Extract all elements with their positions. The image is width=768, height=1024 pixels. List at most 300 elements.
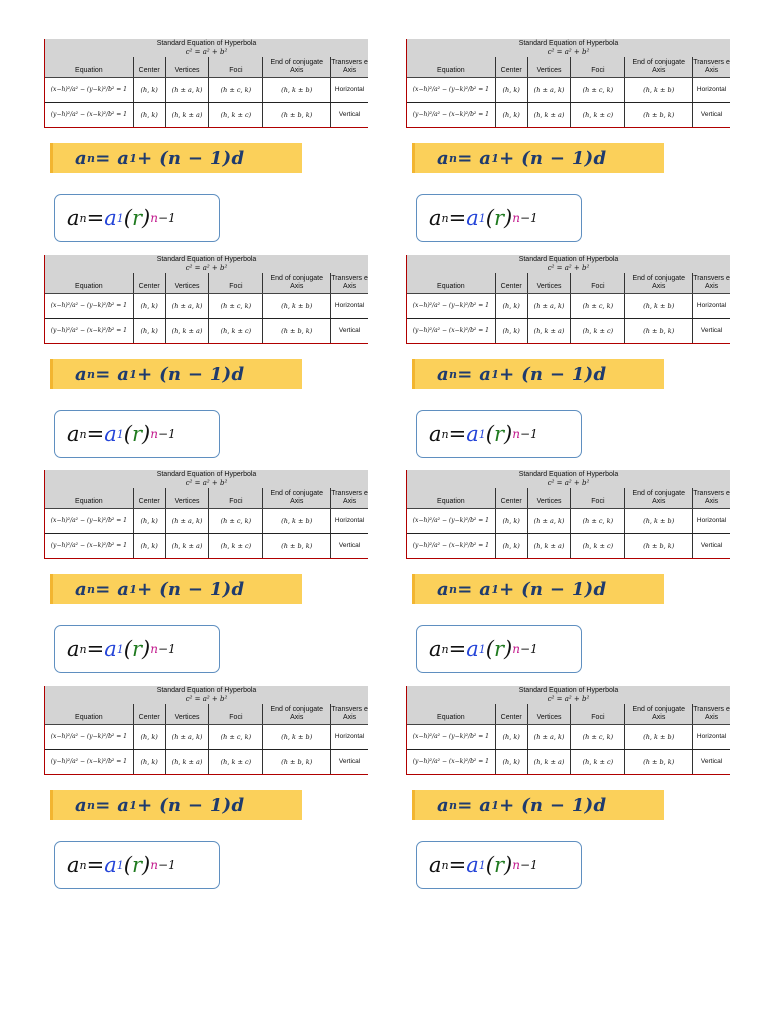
cell-vertices: (h ± a, k) bbox=[165, 78, 209, 102]
geo-exp-n: n bbox=[150, 858, 158, 872]
table-title-text: Standard Equation of Hyperbola bbox=[518, 687, 619, 694]
cell-foci: (h ± c, k) bbox=[570, 78, 624, 102]
cell-foci: (h, k ± c) bbox=[208, 103, 262, 127]
cell-foci: (h ± c, k) bbox=[570, 294, 624, 318]
cell-transverse-axis: Horizontal bbox=[330, 725, 368, 749]
cell-vertices: (h, k ± a) bbox=[165, 750, 209, 774]
geo-a: a bbox=[67, 422, 80, 446]
cell-vertices: (h, k ± a) bbox=[165, 319, 209, 343]
geo-a1-sub: 1 bbox=[116, 427, 124, 441]
cell-conjugate-axis: (h, k ± b) bbox=[262, 509, 330, 533]
cell-equation: (x−h)²/a² − (y−k)²/b² = 1 bbox=[50, 86, 127, 93]
geo-r: r bbox=[131, 422, 143, 446]
header-transverse-axis: Transvers e Axis bbox=[330, 704, 368, 724]
cell-vertices: (h ± a, k) bbox=[165, 725, 209, 749]
geo-r: r bbox=[493, 206, 505, 230]
hyperbola-table bbox=[44, 470, 368, 559]
geo-a: a bbox=[429, 637, 442, 661]
geo-exp-n: n bbox=[512, 427, 520, 441]
geo-a-sub: n bbox=[79, 858, 87, 872]
header-vertices: Vertices bbox=[527, 57, 571, 77]
table-header-row bbox=[407, 488, 730, 508]
table-row bbox=[45, 533, 368, 558]
header-center: Center bbox=[133, 273, 165, 293]
cell-foci: (h ± c, k) bbox=[208, 725, 262, 749]
arith-rhs: + (n − 1)d bbox=[137, 147, 245, 169]
geo-exp-rest: −1 bbox=[157, 211, 176, 225]
table-header-row bbox=[45, 488, 368, 508]
arithmetic-sequence-formula bbox=[412, 574, 664, 604]
geo-a1: a bbox=[466, 206, 479, 230]
cell-transverse-axis: Vertical bbox=[330, 750, 368, 774]
table-row bbox=[45, 77, 368, 102]
geo-rparen: ) bbox=[142, 422, 151, 446]
table-title-text: Standard Equation of Hyperbola bbox=[156, 256, 257, 263]
geo-a1-sub: 1 bbox=[478, 211, 486, 225]
geo-eq: = bbox=[86, 853, 105, 877]
cell-vertices: (h, k ± a) bbox=[165, 534, 209, 558]
geo-a-sub: n bbox=[79, 427, 87, 441]
geo-r: r bbox=[493, 422, 505, 446]
cell-transverse-axis: Vertical bbox=[330, 319, 368, 343]
arith-lhs: a bbox=[437, 794, 449, 816]
cell-center: (h, k) bbox=[495, 103, 527, 127]
header-equation: Equation bbox=[437, 714, 465, 721]
arith-lhs-sub: n bbox=[448, 798, 458, 812]
geo-a-sub: n bbox=[79, 211, 87, 225]
geo-a-sub: n bbox=[441, 427, 449, 441]
arith-mid: = a bbox=[95, 578, 130, 600]
table-header-row bbox=[45, 57, 368, 77]
arith-lhs-sub: n bbox=[86, 151, 96, 165]
hyperbola-table bbox=[44, 686, 368, 775]
header-center: Center bbox=[133, 704, 165, 724]
header-equation: Equation bbox=[75, 714, 103, 721]
table-row bbox=[45, 508, 368, 533]
arith-lhs: a bbox=[75, 794, 87, 816]
geo-exp-rest: −1 bbox=[519, 427, 538, 441]
header-foci: Foci bbox=[570, 57, 624, 77]
cell-equation: (y−h)²/a² − (x−k)²/b² = 1 bbox=[50, 542, 127, 549]
geo-a1: a bbox=[104, 853, 117, 877]
geo-a1: a bbox=[466, 637, 479, 661]
arith-mid-sub: 1 bbox=[491, 151, 500, 165]
cell-equation: (x−h)²/a² − (y−k)²/b² = 1 bbox=[412, 517, 489, 524]
cell-conjugate-axis: (h ± b, k) bbox=[624, 103, 692, 127]
cell-center: (h, k) bbox=[133, 534, 165, 558]
table-title-text: Standard Equation of Hyperbola bbox=[518, 256, 619, 263]
arith-mid: = a bbox=[95, 147, 130, 169]
cell-transverse-axis: Horizontal bbox=[692, 725, 730, 749]
arith-lhs: a bbox=[437, 578, 449, 600]
header-center: Center bbox=[495, 273, 527, 293]
header-equation: Equation bbox=[75, 283, 103, 290]
arith-rhs: + (n − 1)d bbox=[137, 363, 245, 385]
cell-equation: (x−h)²/a² − (y−k)²/b² = 1 bbox=[50, 302, 127, 309]
formula-card bbox=[406, 470, 732, 675]
cell-conjugate-axis: (h ± b, k) bbox=[262, 103, 330, 127]
arith-mid-sub: 1 bbox=[491, 367, 500, 381]
cell-transverse-axis: Vertical bbox=[692, 534, 730, 558]
table-title bbox=[45, 470, 368, 488]
header-transverse-axis: Transvers e Axis bbox=[330, 273, 368, 293]
header-vertices: Vertices bbox=[527, 488, 571, 508]
geo-a-sub: n bbox=[441, 642, 449, 656]
header-foci: Foci bbox=[208, 273, 262, 293]
geo-r: r bbox=[131, 637, 143, 661]
cell-vertices: (h ± a, k) bbox=[165, 294, 209, 318]
header-center: Center bbox=[133, 57, 165, 77]
table-row bbox=[407, 102, 730, 127]
table-subtitle: c² = a² + b² bbox=[185, 48, 228, 56]
cell-center: (h, k) bbox=[495, 509, 527, 533]
geometric-sequence-formula bbox=[416, 625, 582, 673]
geo-exp-n: n bbox=[150, 427, 158, 441]
cell-transverse-axis: Vertical bbox=[330, 103, 368, 127]
arith-lhs: a bbox=[75, 363, 87, 385]
cell-center: (h, k) bbox=[133, 294, 165, 318]
header-vertices: Vertices bbox=[165, 704, 209, 724]
cell-conjugate-axis: (h, k ± b) bbox=[624, 78, 692, 102]
cell-vertices: (h, k ± a) bbox=[527, 319, 571, 343]
table-row bbox=[407, 508, 730, 533]
arithmetic-sequence-formula bbox=[50, 359, 302, 389]
geo-rparen: ) bbox=[142, 637, 151, 661]
geo-r: r bbox=[131, 853, 143, 877]
formula-card bbox=[44, 255, 370, 460]
table-title bbox=[407, 686, 730, 704]
cell-foci: (h, k ± c) bbox=[208, 319, 262, 343]
cell-vertices: (h, k ± a) bbox=[527, 534, 571, 558]
cell-conjugate-axis: (h, k ± b) bbox=[262, 725, 330, 749]
formula-card bbox=[406, 39, 732, 244]
geometric-sequence-formula bbox=[54, 194, 220, 242]
hyperbola-table bbox=[406, 470, 730, 559]
hyperbola-table bbox=[406, 255, 730, 344]
cell-conjugate-axis: (h, k ± b) bbox=[624, 725, 692, 749]
cell-transverse-axis: Vertical bbox=[692, 750, 730, 774]
arith-mid-sub: 1 bbox=[129, 151, 138, 165]
cell-foci: (h, k ± c) bbox=[570, 103, 624, 127]
arith-lhs-sub: n bbox=[448, 367, 458, 381]
cell-transverse-axis: Horizontal bbox=[692, 509, 730, 533]
table-subtitle: c² = a² + b² bbox=[547, 264, 590, 272]
cell-conjugate-axis: (h, k ± b) bbox=[624, 294, 692, 318]
geo-a1-sub: 1 bbox=[116, 642, 124, 656]
table-row bbox=[407, 749, 730, 774]
cell-center: (h, k) bbox=[133, 725, 165, 749]
cell-conjugate-axis: (h ± b, k) bbox=[262, 534, 330, 558]
geometric-sequence-formula bbox=[54, 410, 220, 458]
header-equation: Equation bbox=[75, 67, 103, 74]
header-equation: Equation bbox=[437, 67, 465, 74]
geo-rparen: ) bbox=[142, 853, 151, 877]
geo-a1: a bbox=[104, 422, 117, 446]
table-header-row bbox=[45, 273, 368, 293]
arithmetic-sequence-formula bbox=[50, 790, 302, 820]
table-title bbox=[407, 255, 730, 273]
geo-lparen: ( bbox=[485, 853, 494, 877]
geo-lparen: ( bbox=[485, 637, 494, 661]
table-subtitle: c² = a² + b² bbox=[547, 695, 590, 703]
cell-foci: (h, k ± c) bbox=[208, 534, 262, 558]
cell-conjugate-axis: (h ± b, k) bbox=[624, 534, 692, 558]
arith-rhs: + (n − 1)d bbox=[137, 794, 245, 816]
geo-a1-sub: 1 bbox=[478, 427, 486, 441]
table-header-row bbox=[407, 704, 730, 724]
geo-a-sub: n bbox=[79, 642, 87, 656]
arith-lhs-sub: n bbox=[448, 151, 458, 165]
formula-card bbox=[44, 470, 370, 675]
geo-a1-sub: 1 bbox=[116, 211, 124, 225]
geo-rparen: ) bbox=[142, 206, 151, 230]
arithmetic-sequence-formula bbox=[412, 143, 664, 173]
cell-equation: (y−h)²/a² − (x−k)²/b² = 1 bbox=[412, 111, 489, 118]
table-title bbox=[45, 39, 368, 57]
geo-eq: = bbox=[448, 206, 467, 230]
geo-exp-n: n bbox=[512, 211, 520, 225]
table-subtitle: c² = a² + b² bbox=[547, 48, 590, 56]
table-header-row bbox=[407, 273, 730, 293]
header-foci: Foci bbox=[570, 273, 624, 293]
header-conjugate-axis: End of conjugate Axis bbox=[624, 488, 692, 508]
geo-a-sub: n bbox=[441, 858, 449, 872]
table-title bbox=[45, 686, 368, 704]
table-row bbox=[407, 533, 730, 558]
geo-exp-rest: −1 bbox=[157, 427, 176, 441]
table-title-text: Standard Equation of Hyperbola bbox=[156, 471, 257, 478]
table-row bbox=[45, 318, 368, 343]
geo-rparen: ) bbox=[504, 206, 513, 230]
geo-a: a bbox=[429, 206, 442, 230]
geo-eq: = bbox=[448, 637, 467, 661]
geo-eq: = bbox=[86, 206, 105, 230]
geo-lparen: ( bbox=[123, 422, 132, 446]
geo-rparen: ) bbox=[504, 637, 513, 661]
cell-transverse-axis: Horizontal bbox=[330, 294, 368, 318]
cell-foci: (h, k ± c) bbox=[570, 319, 624, 343]
header-conjugate-axis: End of conjugate Axis bbox=[624, 704, 692, 724]
geo-a: a bbox=[67, 853, 80, 877]
arith-mid-sub: 1 bbox=[491, 798, 500, 812]
arith-lhs: a bbox=[75, 147, 87, 169]
header-conjugate-axis: End of conjugate Axis bbox=[262, 273, 330, 293]
cell-equation: (x−h)²/a² − (y−k)²/b² = 1 bbox=[50, 517, 127, 524]
hyperbola-table bbox=[44, 39, 368, 128]
cell-transverse-axis: Horizontal bbox=[330, 78, 368, 102]
table-title-text: Standard Equation of Hyperbola bbox=[156, 687, 257, 694]
header-conjugate-axis: End of conjugate Axis bbox=[262, 488, 330, 508]
header-transverse-axis: Transvers e Axis bbox=[330, 57, 368, 77]
geo-exp-rest: −1 bbox=[519, 858, 538, 872]
geo-a: a bbox=[67, 637, 80, 661]
arith-mid: = a bbox=[95, 794, 130, 816]
header-vertices: Vertices bbox=[527, 273, 571, 293]
geo-lparen: ( bbox=[485, 206, 494, 230]
hyperbola-table bbox=[406, 39, 730, 128]
geo-lparen: ( bbox=[123, 206, 132, 230]
geo-exp-n: n bbox=[150, 211, 158, 225]
arith-rhs: + (n − 1)d bbox=[499, 147, 607, 169]
table-header-row bbox=[407, 57, 730, 77]
table-title-text: Standard Equation of Hyperbola bbox=[156, 40, 257, 47]
cell-equation: (x−h)²/a² − (y−k)²/b² = 1 bbox=[412, 302, 489, 309]
geo-lparen: ( bbox=[123, 637, 132, 661]
arith-lhs-sub: n bbox=[86, 798, 96, 812]
arith-mid: = a bbox=[457, 363, 492, 385]
cell-equation: (y−h)²/a² − (x−k)²/b² = 1 bbox=[412, 542, 489, 549]
geo-eq: = bbox=[448, 422, 467, 446]
geo-eq: = bbox=[448, 853, 467, 877]
table-title-text: Standard Equation of Hyperbola bbox=[518, 471, 619, 478]
cell-conjugate-axis: (h, k ± b) bbox=[262, 294, 330, 318]
cell-conjugate-axis: (h ± b, k) bbox=[262, 319, 330, 343]
table-title-text: Standard Equation of Hyperbola bbox=[518, 40, 619, 47]
arith-mid-sub: 1 bbox=[491, 582, 500, 596]
geo-a: a bbox=[67, 206, 80, 230]
arith-mid: = a bbox=[95, 363, 130, 385]
arith-rhs: + (n − 1)d bbox=[137, 578, 245, 600]
header-foci: Foci bbox=[208, 57, 262, 77]
geo-eq: = bbox=[86, 422, 105, 446]
geo-a1-sub: 1 bbox=[116, 858, 124, 872]
header-vertices: Vertices bbox=[527, 704, 571, 724]
geo-exp-n: n bbox=[512, 642, 520, 656]
table-subtitle: c² = a² + b² bbox=[547, 479, 590, 487]
cell-foci: (h ± c, k) bbox=[208, 78, 262, 102]
cell-vertices: (h ± a, k) bbox=[165, 509, 209, 533]
cell-center: (h, k) bbox=[495, 294, 527, 318]
arithmetic-sequence-formula bbox=[412, 790, 664, 820]
cell-conjugate-axis: (h, k ± b) bbox=[262, 78, 330, 102]
arithmetic-sequence-formula bbox=[50, 143, 302, 173]
cell-center: (h, k) bbox=[133, 750, 165, 774]
table-row bbox=[45, 102, 368, 127]
arith-mid: = a bbox=[457, 578, 492, 600]
cell-equation: (y−h)²/a² − (x−k)²/b² = 1 bbox=[50, 758, 127, 765]
arith-rhs: + (n − 1)d bbox=[499, 578, 607, 600]
header-foci: Foci bbox=[208, 704, 262, 724]
table-subtitle: c² = a² + b² bbox=[185, 479, 228, 487]
cell-center: (h, k) bbox=[495, 750, 527, 774]
geometric-sequence-formula bbox=[416, 841, 582, 889]
cell-equation: (x−h)²/a² − (y−k)²/b² = 1 bbox=[412, 733, 489, 740]
geo-exp-rest: −1 bbox=[519, 642, 538, 656]
geo-a1-sub: 1 bbox=[478, 642, 486, 656]
geo-a1: a bbox=[466, 422, 479, 446]
cell-center: (h, k) bbox=[133, 509, 165, 533]
cell-conjugate-axis: (h ± b, k) bbox=[624, 750, 692, 774]
cell-foci: (h ± c, k) bbox=[570, 725, 624, 749]
cell-equation: (y−h)²/a² − (x−k)²/b² = 1 bbox=[412, 327, 489, 334]
cell-vertices: (h, k ± a) bbox=[527, 750, 571, 774]
geo-r: r bbox=[493, 637, 505, 661]
arith-rhs: + (n − 1)d bbox=[499, 794, 607, 816]
arith-mid: = a bbox=[457, 794, 492, 816]
arithmetic-sequence-formula bbox=[50, 574, 302, 604]
table-title bbox=[407, 39, 730, 57]
header-vertices: Vertices bbox=[165, 273, 209, 293]
geometric-sequence-formula bbox=[54, 625, 220, 673]
hyperbola-table bbox=[406, 686, 730, 775]
header-foci: Foci bbox=[208, 488, 262, 508]
geo-exp-rest: −1 bbox=[519, 211, 538, 225]
cell-vertices: (h ± a, k) bbox=[527, 294, 571, 318]
arith-lhs-sub: n bbox=[448, 582, 458, 596]
cell-equation: (y−h)²/a² − (x−k)²/b² = 1 bbox=[50, 111, 127, 118]
geometric-sequence-formula bbox=[416, 194, 582, 242]
header-transverse-axis: Transvers e Axis bbox=[330, 488, 368, 508]
cell-foci: (h, k ± c) bbox=[570, 534, 624, 558]
cell-equation: (y−h)²/a² − (x−k)²/b² = 1 bbox=[50, 327, 127, 334]
arith-lhs: a bbox=[75, 578, 87, 600]
cell-foci: (h ± c, k) bbox=[570, 509, 624, 533]
formula-card bbox=[44, 39, 370, 244]
header-center: Center bbox=[495, 488, 527, 508]
cell-foci: (h ± c, k) bbox=[208, 294, 262, 318]
geo-a1: a bbox=[104, 637, 117, 661]
cell-vertices: (h, k ± a) bbox=[165, 103, 209, 127]
geo-exp-n: n bbox=[512, 858, 520, 872]
cell-transverse-axis: Horizontal bbox=[330, 509, 368, 533]
header-vertices: Vertices bbox=[165, 57, 209, 77]
cell-vertices: (h ± a, k) bbox=[527, 725, 571, 749]
cell-center: (h, k) bbox=[495, 78, 527, 102]
geo-rparen: ) bbox=[504, 422, 513, 446]
arith-lhs: a bbox=[437, 147, 449, 169]
arithmetic-sequence-formula bbox=[412, 359, 664, 389]
table-row bbox=[407, 77, 730, 102]
geometric-sequence-formula bbox=[416, 410, 582, 458]
table-row bbox=[45, 293, 368, 318]
table-subtitle: c² = a² + b² bbox=[185, 264, 228, 272]
arith-mid-sub: 1 bbox=[129, 367, 138, 381]
geometric-sequence-formula bbox=[54, 841, 220, 889]
geo-exp-rest: −1 bbox=[157, 858, 176, 872]
formula-card bbox=[44, 686, 370, 891]
geo-eq: = bbox=[86, 637, 105, 661]
cell-conjugate-axis: (h ± b, k) bbox=[624, 319, 692, 343]
cell-center: (h, k) bbox=[495, 725, 527, 749]
table-row bbox=[45, 749, 368, 774]
header-equation: Equation bbox=[437, 498, 465, 505]
arith-lhs-sub: n bbox=[86, 367, 96, 381]
geo-exp-rest: −1 bbox=[157, 642, 176, 656]
arith-mid-sub: 1 bbox=[129, 798, 138, 812]
cell-vertices: (h ± a, k) bbox=[527, 78, 571, 102]
geo-lparen: ( bbox=[123, 853, 132, 877]
cell-center: (h, k) bbox=[495, 534, 527, 558]
table-row bbox=[407, 318, 730, 343]
cell-center: (h, k) bbox=[133, 103, 165, 127]
formula-card bbox=[406, 255, 732, 460]
cell-foci: (h ± c, k) bbox=[208, 509, 262, 533]
cell-transverse-axis: Horizontal bbox=[692, 78, 730, 102]
header-vertices: Vertices bbox=[165, 488, 209, 508]
header-transverse-axis: Transvers e Axis bbox=[692, 57, 730, 77]
header-foci: Foci bbox=[570, 704, 624, 724]
header-center: Center bbox=[495, 57, 527, 77]
geo-a1-sub: 1 bbox=[478, 858, 486, 872]
cell-foci: (h, k ± c) bbox=[570, 750, 624, 774]
geo-r: r bbox=[131, 206, 143, 230]
arith-rhs: + (n − 1)d bbox=[499, 363, 607, 385]
header-transverse-axis: Transvers e Axis bbox=[692, 704, 730, 724]
hyperbola-table bbox=[44, 255, 368, 344]
table-title bbox=[407, 470, 730, 488]
arith-mid-sub: 1 bbox=[129, 582, 138, 596]
geo-r: r bbox=[493, 853, 505, 877]
